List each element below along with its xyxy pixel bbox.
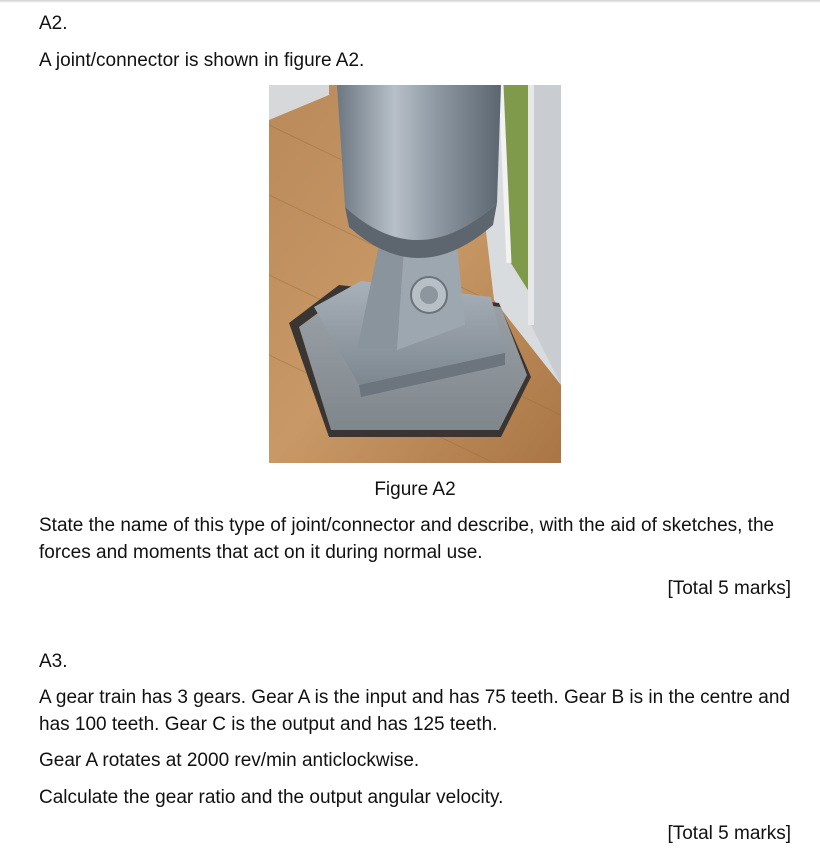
- question-a3-paragraph-2: Gear A rotates at 2000 rev/min anticlockwise.: [39, 750, 420, 771]
- question-a2-intro: A joint/connector is shown in figure A2.: [39, 50, 365, 71]
- question-a3-marks: [Total 5 marks]: [667, 823, 791, 844]
- question-a3-heading: A3.: [39, 651, 68, 672]
- question-a3-paragraph-3: Calculate the gear ratio and the output angular velocity.: [39, 787, 504, 808]
- question-a2-text: State the name of this type of joint/connector and describe, with the aid of sketches, the forces and moments that act on it during normal use.: [39, 515, 775, 563]
- page-top-edge: [0, 0, 820, 3]
- question-a2-marks: [Total 5 marks]: [667, 578, 791, 599]
- question-a2-heading: A2.: [39, 13, 68, 34]
- figure-a2-caption: Figure A2: [374, 479, 456, 500]
- figure-a2-photo: [269, 85, 561, 463]
- question-a3-paragraph-1: A gear train has 3 gears. Gear A is the input and has 75 teeth. Gear B is in the centre and has 100 teeth. Gear C is the output and has 125 teeth.: [39, 687, 790, 735]
